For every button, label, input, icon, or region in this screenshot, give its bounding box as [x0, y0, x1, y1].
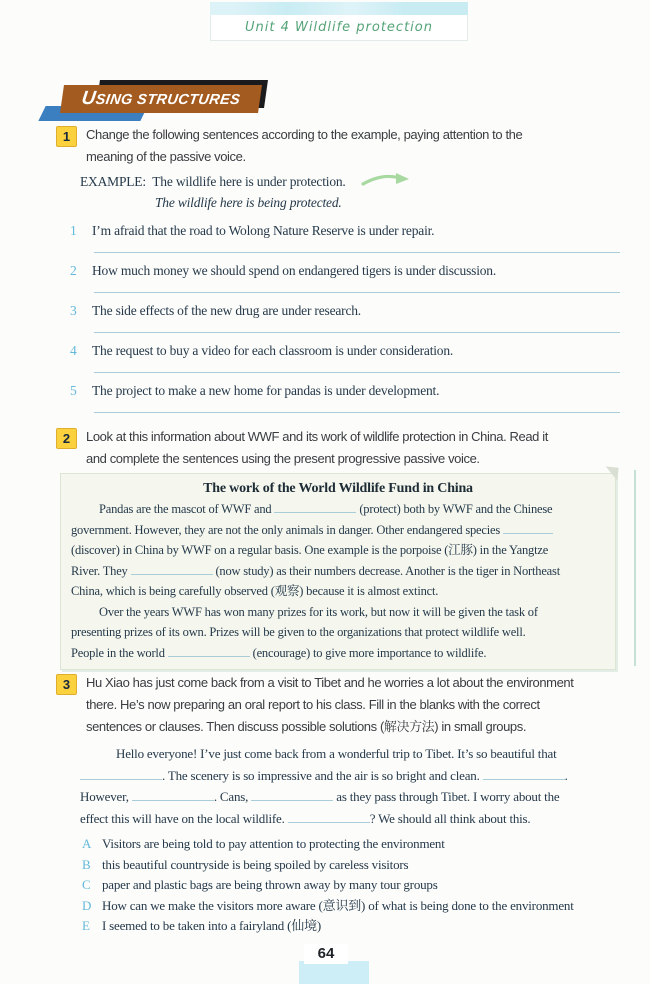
passage-line: presenting prizes of its own. Prizes will be given to the organizations that protect wildlife well.: [71, 625, 526, 639]
instruction-line: Change the following sentences according to the example, paying attention to the: [86, 127, 523, 142]
answer-blank-line: [94, 412, 620, 413]
example-label: EXAMPLE:: [80, 174, 146, 189]
instruction-line: sentences or clauses. Then discuss possible solutions (解决方法) in small groups.: [86, 719, 527, 734]
exercise-3-instruction: [86, 672, 636, 738]
option-item: [56, 855, 636, 876]
passage-line: People in the world (encourage) to give more importance to wildlife.: [71, 645, 487, 660]
passage-line: (discover) in China by WWF on a regular basis. One example is the porpoise (江豚) in the Yangtze: [71, 543, 549, 557]
card-title: The work of the World Wildlife Fund in China: [203, 481, 473, 496]
unit-title: Unit 4 Wildlife protection: [245, 20, 433, 35]
sentence-text: I’m afraid that the road to Wolong Nature Reserve is under repair.: [92, 223, 435, 238]
sentence-text: The project to make a new home for pandas is under development.: [92, 383, 440, 398]
unit-banner-strip: [210, 2, 468, 15]
passage-line: China, which is being carefully observed (观察) because it is almost extinct.: [71, 584, 439, 598]
passage-line: River. They (now study) as their numbers decrease. Another is the tiger in Northeast: [71, 563, 560, 578]
sentence-item: [56, 261, 630, 281]
sentence-item: [56, 341, 630, 361]
sentence-item: [56, 301, 630, 321]
item-number: 5: [70, 383, 77, 398]
option-letter: C: [82, 877, 91, 892]
option-text: paper and plastic bags are being thrown away by many tour groups: [102, 877, 438, 892]
unit-banner: [210, 2, 468, 41]
option-text: this beautiful countryside is being spoiled by careless visitors: [102, 856, 409, 872]
passage-line: Over the years WWF has won many prizes for its work, but now it will be given the task of: [99, 604, 538, 619]
instruction-line: meaning of the passive voice.: [86, 149, 246, 164]
exercise-1: [56, 124, 630, 421]
sentence-item: [56, 221, 630, 241]
report-line: . The scenery is so impressive and the air is so bright and clean. .: [80, 765, 636, 787]
answer-blank-line: [94, 332, 620, 333]
passage-line: Pandas are the mascot of WWF and (protect) both by WWF and the Chinese: [99, 502, 553, 516]
fill-blank: [168, 645, 250, 657]
section-title: USING STRUCTURES: [80, 88, 242, 109]
option-item: [56, 834, 636, 855]
exercise-2-badge: 2: [56, 428, 77, 449]
sentence-item: [56, 381, 630, 401]
fill-blank: [80, 768, 162, 780]
card-passage: [71, 499, 605, 663]
page-number: 64: [304, 944, 348, 964]
option-item: [56, 875, 636, 896]
example-sentence: The wildlife here is under protection.: [152, 174, 346, 189]
fill-blank: [131, 563, 213, 575]
item-number: 3: [70, 303, 77, 318]
footer-strip: [299, 961, 369, 984]
curved-arrow-icon: [360, 171, 412, 189]
section-banner: [38, 80, 278, 124]
exercise-1-instruction: [86, 124, 630, 168]
option-text: Visitors are being told to pay attention to protecting the environment: [102, 836, 445, 851]
fill-blank: [274, 501, 356, 513]
option-letter: A: [82, 836, 92, 851]
option-letter: B: [82, 856, 91, 872]
item-number: 4: [70, 343, 77, 358]
fill-blank: [132, 789, 214, 801]
option-letter: E: [82, 918, 90, 933]
fill-blank: [251, 789, 333, 801]
answer-blank-line: [94, 372, 620, 373]
option-item: [56, 896, 636, 917]
report-line: Hello everyone! I’ve just come back from a wonderful trip to Tibet. It’s so beautiful that: [116, 746, 557, 761]
fill-blank: [288, 811, 370, 823]
option-letter: D: [82, 897, 92, 913]
banner-title-plate: [60, 85, 262, 113]
fill-blank: [503, 522, 553, 534]
report-line: However, . Cans, as they pass through Tibet. I worry about the: [80, 789, 560, 804]
sentence-text: The request to buy a video for each classroom is under consideration.: [92, 343, 454, 358]
instruction-line: there. He’s now preparing an oral report to his class. Fill in the blanks with the correct: [86, 697, 540, 712]
option-text: How can we make the visitors more aware (意识到) of what is being done to the environment: [102, 897, 574, 913]
answer-blank-line: [94, 252, 620, 253]
exercise-1-items: [56, 221, 630, 413]
report-line: effect this will have on the local wildlife. ? We should all think about this.: [80, 810, 531, 826]
answer-blank-line: [94, 292, 620, 293]
unit-title-box: [210, 15, 468, 41]
exercise-3-badge: 3: [56, 674, 77, 695]
exercise-1-badge: 1: [56, 126, 77, 147]
option-list: [56, 834, 636, 937]
option-text: I seemed to be taken into a fairyland (仙境): [102, 918, 322, 933]
fill-blank: [483, 768, 565, 780]
item-number: 2: [70, 263, 77, 278]
exercise-3: [56, 672, 636, 937]
exercise-2: [56, 426, 630, 670]
exercise-2-instruction: [86, 426, 630, 470]
sentence-text: How much money we should spend on endangered tigers is under discussion.: [92, 263, 497, 278]
sentence-text: The side effects of the new drug are under research.: [92, 303, 361, 318]
passage-line: government. However, they are not the only animals in danger. Other endangered species: [71, 520, 605, 541]
instruction-line: Hu Xiao has just come back from a visit to Tibet and he worries a lot about the environment: [86, 675, 574, 690]
oral-report-passage: [56, 743, 636, 829]
card-edge-line: [634, 470, 636, 666]
option-item: [56, 916, 636, 937]
instruction-line: and complete the sentences using the present progressive passive voice.: [86, 451, 480, 466]
example-line: [56, 171, 630, 192]
example-answer: The wildlife here is being protected.: [155, 195, 342, 210]
instruction-line: Look at this information about WWF and its work of wildlife protection in China. Read it: [86, 429, 548, 444]
wwf-info-card: [60, 473, 616, 670]
item-number: 1: [70, 223, 77, 238]
